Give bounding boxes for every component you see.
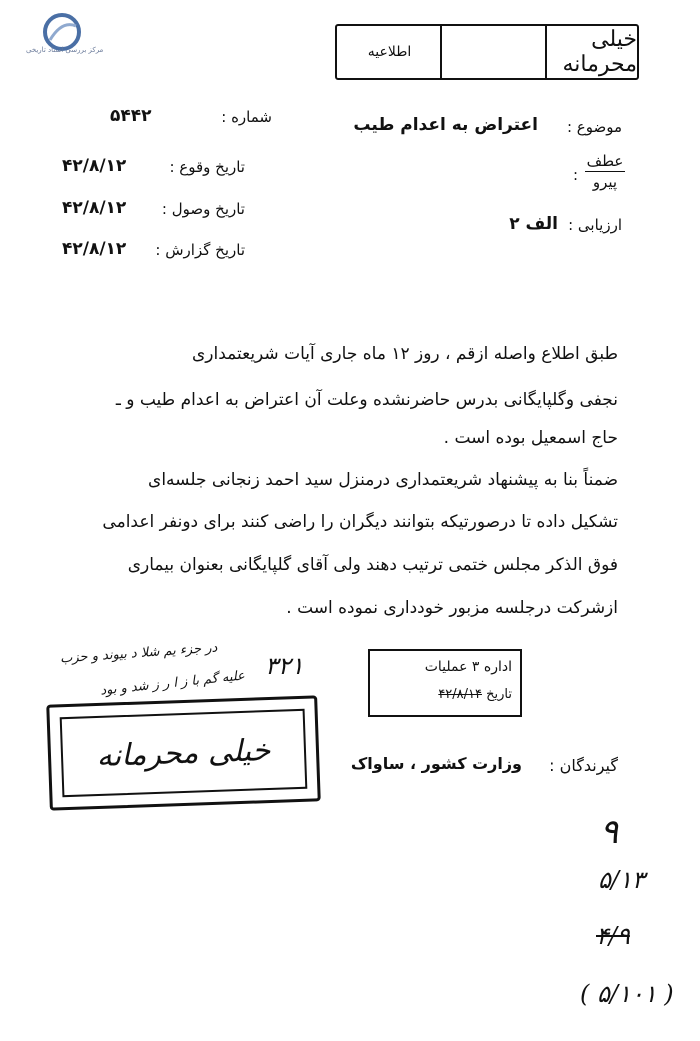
body-line-2: نجفی وگلپایگانی بدرس حاضرنشده وعلت آن اعتراض به اعدام طیب و ـ — [115, 390, 618, 410]
handwritten-number: ۳۲۱ — [265, 652, 304, 680]
number-label: شماره : — [221, 108, 272, 126]
margin-number: ۹ — [600, 812, 619, 852]
office-stamp — [368, 649, 522, 717]
evaluation-label: ارزیابی : — [568, 216, 622, 234]
body-line-3: حاج اسمعیل بوده است . — [443, 428, 618, 448]
body-line-7: ازشرکت درجلسه مزبور خودداری نموده است . — [286, 598, 618, 618]
document-type: اطلاعیه — [367, 44, 412, 60]
body-line-1: طبق اطلاع واصله ازقم ، روز ۱۲ ماه جاری آیات شریعتمداری — [192, 344, 618, 364]
report-date-label: تاریخ گزارش : — [155, 241, 245, 259]
margin-code: ۵/۱۳ — [598, 866, 645, 894]
top-secret-stamp: خیلی محرمانه — [46, 695, 321, 810]
archive-logo — [10, 12, 120, 67]
receipt-date-label: تاریخ وصول : — [161, 200, 245, 218]
reference-bottom: پیرو — [592, 173, 618, 191]
body-line-4: ضمناً بنا به پیشنهاد شریعتمداری درمنزل سید احمد زنجانی جلسه‌ای — [148, 470, 618, 490]
margin-crossed: ۴/۹ — [596, 922, 630, 950]
classification-blank — [440, 26, 547, 78]
classification-level-stamp: خیلی محرمانه — [545, 26, 637, 78]
number-value: ۵۴۴۲ — [110, 106, 152, 126]
page-reference: ( ۵/۱۰۱ ) — [580, 980, 674, 1008]
receipt-date-value: ۴۲/۸/۱۲ — [62, 198, 127, 218]
stamp-date-value: ۴۲/۸/۱۴ — [438, 687, 482, 702]
report-date-value: ۴۲/۸/۱۲ — [62, 239, 127, 259]
stamp-office: اداره ۳ عملیات — [424, 659, 512, 675]
handwritten-note-2: علیه گم با ز ا ر ز شد و بود — [99, 668, 246, 699]
occurrence-date-value: ۴۲/۸/۱۲ — [62, 156, 127, 176]
subject-value: اعتراض به اعدام طیب — [353, 115, 538, 135]
stamp-date-row — [438, 687, 512, 702]
reference-colon: : — [572, 166, 578, 184]
stamp-date-label: تاریخ — [486, 687, 512, 702]
subject-label: موضوع : — [566, 118, 622, 136]
recipients-label: گیرندگان : — [549, 756, 618, 775]
reference-top: عطف — [586, 152, 624, 170]
classification-box — [335, 24, 639, 80]
body-line-6: فوق الذکر مجلس ختمی ترتیب دهند ولی آقای گلپایگانی بعنوان بیماری — [127, 555, 618, 575]
handwritten-note-1: در جزء یم شلا د بیوند و حزب — [59, 640, 218, 667]
evaluation-value: الف ۲ — [509, 214, 558, 234]
body-line-5: تشکیل داده تا درصورتیکه بتوانند دیگران را راضی کنند برای دونفر اعدامی — [102, 512, 618, 532]
occurrence-date-label: تاریخ وقوع : — [169, 158, 245, 176]
recipients-value: وزارت کشور ، ساواک — [350, 754, 522, 773]
logo-text: مرکز بررسی اسناد تاریخی — [26, 46, 104, 54]
reference-field — [585, 152, 625, 191]
